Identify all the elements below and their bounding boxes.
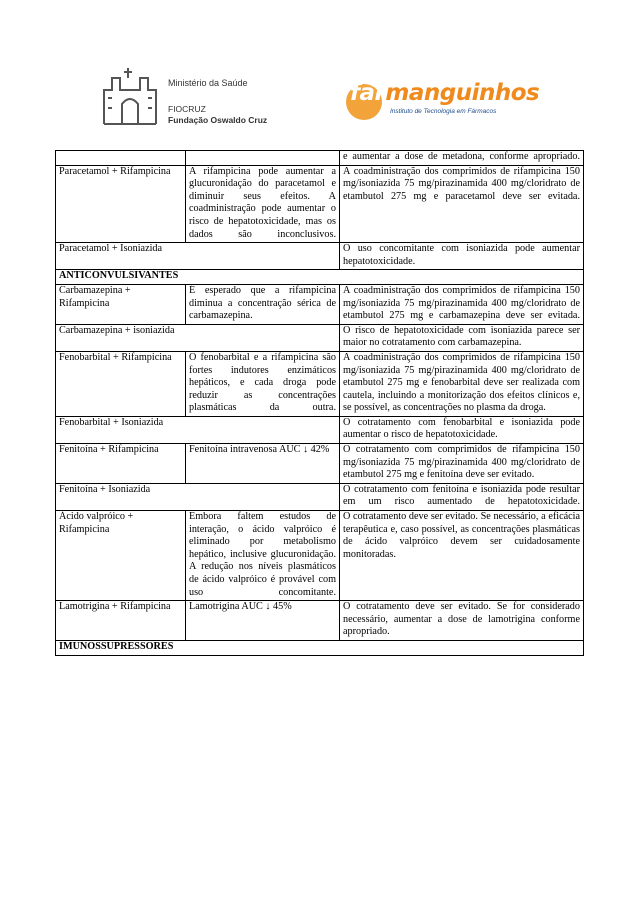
ministry-logo: [100, 60, 300, 130]
recommendation-cell: O cotratamento com comprimidos de rifampicina 150 mg/isoniazida 75 mg/pirazinamida 400 mg/cloridrato de etambutol 275 mg e fenitoína deve ser evitado.: [340, 444, 584, 484]
drug-pair-cell: Ácido valpróico + Rifampicina: [56, 511, 186, 601]
recommendation-cell: O cotratamento com fenitoína e isoniazida pode resultar em um risco aumentado de hepatotoxicidade.: [340, 483, 584, 510]
drug-pair-cell: Carbamazepina + Rifampicina: [56, 284, 186, 324]
table-row: [56, 165, 584, 243]
drug-pair-cell: Fenitoína + Isoniazida: [56, 483, 340, 510]
table-row: [56, 444, 584, 484]
drug-pair-cell: Fenobarbital + Rifampicina: [56, 351, 186, 416]
recommendation-cell: O cotratamento deve ser evitado. Se necessário, a eficácia terapêutica e, caso possível, as concentrações plasmáticas de ácido valpróico devem ser cuidadosamente monitoradas.: [340, 511, 584, 601]
drug-pair-cell: Carbamazepina + isoniazida: [56, 324, 340, 351]
section-header-row: [56, 640, 584, 655]
section-title: ANTICONVULSIVANTES: [56, 270, 584, 285]
drug-pair-cell: Fenitoína + Rifampicina: [56, 444, 186, 484]
table-row: [56, 483, 584, 510]
drug-pair-cell: Paracetamol + Rifampicina: [56, 165, 186, 243]
recommendation-cell: O risco de hepatotoxicidade com isoniazida parece ser maior no cotratamento com carbamazepina.: [340, 324, 584, 351]
table-row: [56, 324, 584, 351]
recommendation-cell: O cotratamento com fenobarbital e isoniazida pode aumentar o risco de hepatotoxicidade.: [340, 416, 584, 443]
drug-pair-cell: Fenobarbital + Isoniazida: [56, 416, 340, 443]
drug-pair-cell: Paracetamol + Isoniazida: [56, 243, 340, 270]
description-cell: É esperado que a rifampicina diminua a concentração sérica de carbamazepina.: [186, 284, 340, 324]
brand-wordmark: [350, 80, 539, 106]
brand-part2: manguinhos: [385, 80, 540, 106]
table-row: [56, 511, 584, 601]
recommendation-cell: A coadministração dos comprimidos de rifampicina 150 mg/isoniazida 75 mg/pirazinamida 400 mg/cloridrato de etambutol 275 mg e carbamazepina deve ser evitada.: [340, 284, 584, 324]
description-cell: Embora faltem estudos de interação, o ácido valpróico é eliminado por metabolismo hepático, inclusive glucuronidação. A redução nos níveis plasmáticos de ácido valpróico é provável com uso concomitante.: [186, 511, 340, 601]
interactions-table: [55, 150, 584, 656]
recommendation-cell: e aumentar a dose de metadona, conforme apropriado.: [340, 151, 584, 166]
table-row: [56, 351, 584, 416]
table-row: [56, 243, 584, 270]
section-title: IMUNOSSUPRESSORES: [56, 640, 584, 655]
recommendation-cell: O cotratamento deve ser evitado. Se for considerado necessário, aumentar a dose de lamotrigina conforme apropriado.: [340, 601, 584, 641]
org-name-line2: Fundação Oswaldo Cruz: [168, 115, 268, 125]
farmanguinhos-logo: [342, 78, 540, 128]
section-header-row: [56, 270, 584, 285]
table-row: [56, 601, 584, 641]
recommendation-cell: O uso concomitante com isoniazida pode aumentar hepatotoxicidade.: [340, 243, 584, 270]
brand-tagline: Instituto de Tecnologia em Fármacos: [390, 108, 497, 115]
description-cell: A rifampicina pode aumentar a glucuronidação do paracetamol e diminuir seus efeitos. A coadministração pode aumentar o risco de hepatotoxicidade, mas os dados são inconclusivos.: [186, 165, 340, 243]
description-cell: Lamotrigina AUC ↓ 45%: [186, 601, 340, 641]
description-cell: O fenobarbital e a rifampicina são fortes indutores enzimáticos hepáticos, e cada droga pode reduzir as concentrações plasmáticas da outra.: [186, 351, 340, 416]
fiocruz-castle-icon: [100, 64, 160, 126]
recommendation-cell: A coadministração dos comprimidos de rifampicina 150 mg/isoniazida 75 mg/pirazinamida 400 mg/cloridrato de etambutol 275 mg e paracetamol deve ser evitada.: [340, 165, 584, 243]
description-cell: Fenitoína intravenosa AUC ↓ 42%: [186, 444, 340, 484]
table-row: [56, 284, 584, 324]
table-row: [56, 151, 584, 166]
drug-pair-cell: [56, 151, 186, 166]
brand-part1: far: [350, 80, 386, 106]
ministry-name: Ministério da Saúde: [168, 78, 248, 88]
drug-pair-cell: Lamotrigina + Rifampicina: [56, 601, 186, 641]
description-cell: [186, 151, 340, 166]
org-name-line1: FIOCRUZ: [168, 104, 206, 114]
recommendation-cell: A coadministração dos comprimidos de rifampicina 150 mg/isoniazida 75 mg/pirazinamida 400 mg/cloridrato de etambutol 275 mg e fenobarbital deve ser realizada com cautela, incluindo a monitorização dos efeitos clínicos e, se possível, as concentrações no plasma da droga.: [340, 351, 584, 416]
table-row: [56, 416, 584, 443]
